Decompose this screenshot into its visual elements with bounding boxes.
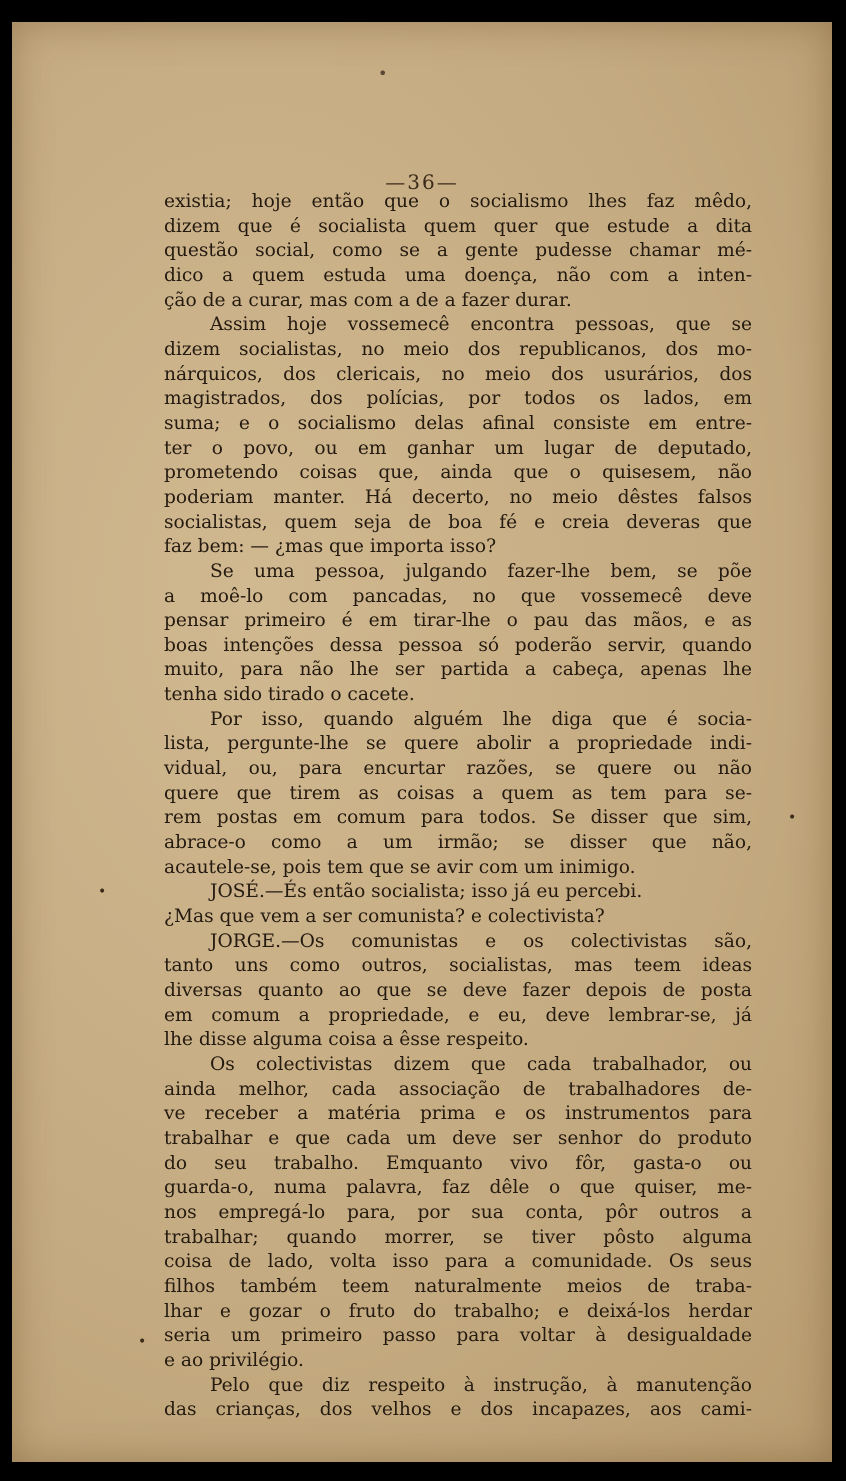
text-line: Os colectivistas dizem que cada trabalhador, ou (210, 1053, 752, 1075)
text-line: quere que tirem as coisas a quem as tem para se- (164, 782, 752, 804)
text-line: poderiam manter. Há decerto, no meio dêstes falsos (164, 486, 752, 508)
text-line: Por isso, quando alguém lhe diga que é socia- (210, 708, 752, 730)
text-line: Pelo que diz respeito à instrução, à manutenção (210, 1374, 752, 1396)
text-line: muito, para não lhe ser partida a cabeça, apenas lhe (164, 659, 752, 681)
text-line: a moê-lo com pancadas, no que vossemecê deve (164, 585, 752, 607)
text-line: existia; hoje então que o socialismo lhes faz mêdo, (164, 191, 752, 212)
text-line: boas intenções dessa pessoa só poderão servir, quando (164, 634, 752, 656)
text-line: das crianças, dos velhos e dos incapazes, aos cami- (164, 1399, 752, 1421)
book-page (12, 22, 832, 1462)
text-line: dico a quem estuda uma doença, não com a inten- (164, 264, 752, 286)
text-line: lhar e gozar o fruto do trabalho; e deixá-los herdar (164, 1300, 752, 1322)
text-line: socialistas, quem seja de boa fé e creia deveras que (164, 511, 752, 533)
text-line: ter o povo, ou em ganhar um lugar de deputado, (164, 437, 752, 459)
text-line: ção de a curar, mas com a de a fazer durar. (164, 289, 572, 311)
text-line: pensar primeiro é em tirar-lhe o pau das mãos, e as (164, 610, 752, 632)
text-line: coisa de lado, volta isso para a comunidade. Os seus (164, 1251, 752, 1273)
text-line: Assim hoje vossemecê encontra pessoas, que se (210, 314, 752, 336)
text-line: lista, pergunte-lhe se quere abolir a propriedade indi- (164, 733, 752, 755)
page-number: —36— (385, 170, 459, 194)
text-line: lhe disse alguma coisa a êsse respeito. (164, 1029, 529, 1051)
text-line: em comum a propriedade, e eu, deve lembrar-se, já (164, 1004, 752, 1026)
text-line: trabalhar; quando morrer, se tiver pôsto alguma (164, 1226, 752, 1248)
text-line: magistrados, dos polícias, por todos os lados, em (164, 388, 752, 410)
text-line: dizem socialistas, no meio dos republicanos, dos mo- (164, 338, 752, 360)
text-line: questão social, como se a gente pudesse chamar mé- (164, 240, 752, 262)
text-line: guarda-o, numa palavra, faz dêle o que quiser, me- (164, 1177, 752, 1199)
text-line: tanto uns como outros, socialistas, mas teem ideas (164, 955, 752, 977)
ink-speck: • (138, 1334, 147, 1350)
text-line: filhos também teem naturalmente meios de traba- (164, 1275, 752, 1297)
ink-speck: • (378, 64, 388, 83)
text-line: JOSÉ.—És então socialista; isso já eu percebi. (210, 881, 643, 903)
ink-speck: • (98, 884, 107, 900)
text-line: vidual, ou, para encurtar razões, se quere ou não (164, 758, 752, 780)
text-line: e ao privilégio. (164, 1349, 304, 1371)
text-line: ve receber a matéria prima e os instrumentos para (164, 1103, 752, 1125)
text-line: nos empregá-lo para, por sua conta, pôr outros a (164, 1201, 752, 1223)
text-line: ¿Mas que vem a ser comunista? e colectivista? (164, 906, 605, 928)
text-line: Se uma pessoa, julgando fazer-lhe bem, se põe (210, 560, 752, 582)
text-line: dizem que é socialista quem quer que estude a dita (164, 215, 752, 237)
text-line: ainda melhor, cada associação de trabalhadores de- (164, 1078, 752, 1100)
text-line: suma; e o socialismo delas afinal consiste em entre- (164, 412, 752, 434)
text-line: acautele-se, pois tem que se avir com um inimigo. (164, 856, 636, 878)
text-line: trabalhar e que cada um deve ser senhor do produto (164, 1127, 752, 1149)
text-line: seria um primeiro passo para voltar à desigualdade (164, 1325, 752, 1347)
text-line: JORGE.—Os comunistas e os colectivistas são, (210, 930, 752, 952)
ink-speck: • (788, 810, 797, 826)
body-text (164, 190, 752, 1423)
text-line: faz bem: — ¿mas que importa isso? (164, 536, 497, 558)
text-line: tenha sido tirado o cacete. (164, 684, 415, 706)
text-line: abrace-o como a um irmão; se disser que não, (164, 832, 752, 854)
text-line: do seu trabalho. Emquanto vivo fôr, gasta-o ou (164, 1152, 752, 1174)
text-line: rem postas em comum para todos. Se disser que sim, (164, 807, 752, 829)
text-line: diversas quanto ao que se deve fazer depois de posta (164, 980, 752, 1001)
text-line: nárquicos, dos clericais, no meio dos usurários, dos (164, 363, 752, 385)
text-line: prometendo coisas que, ainda que o quisesem, não (164, 462, 752, 484)
